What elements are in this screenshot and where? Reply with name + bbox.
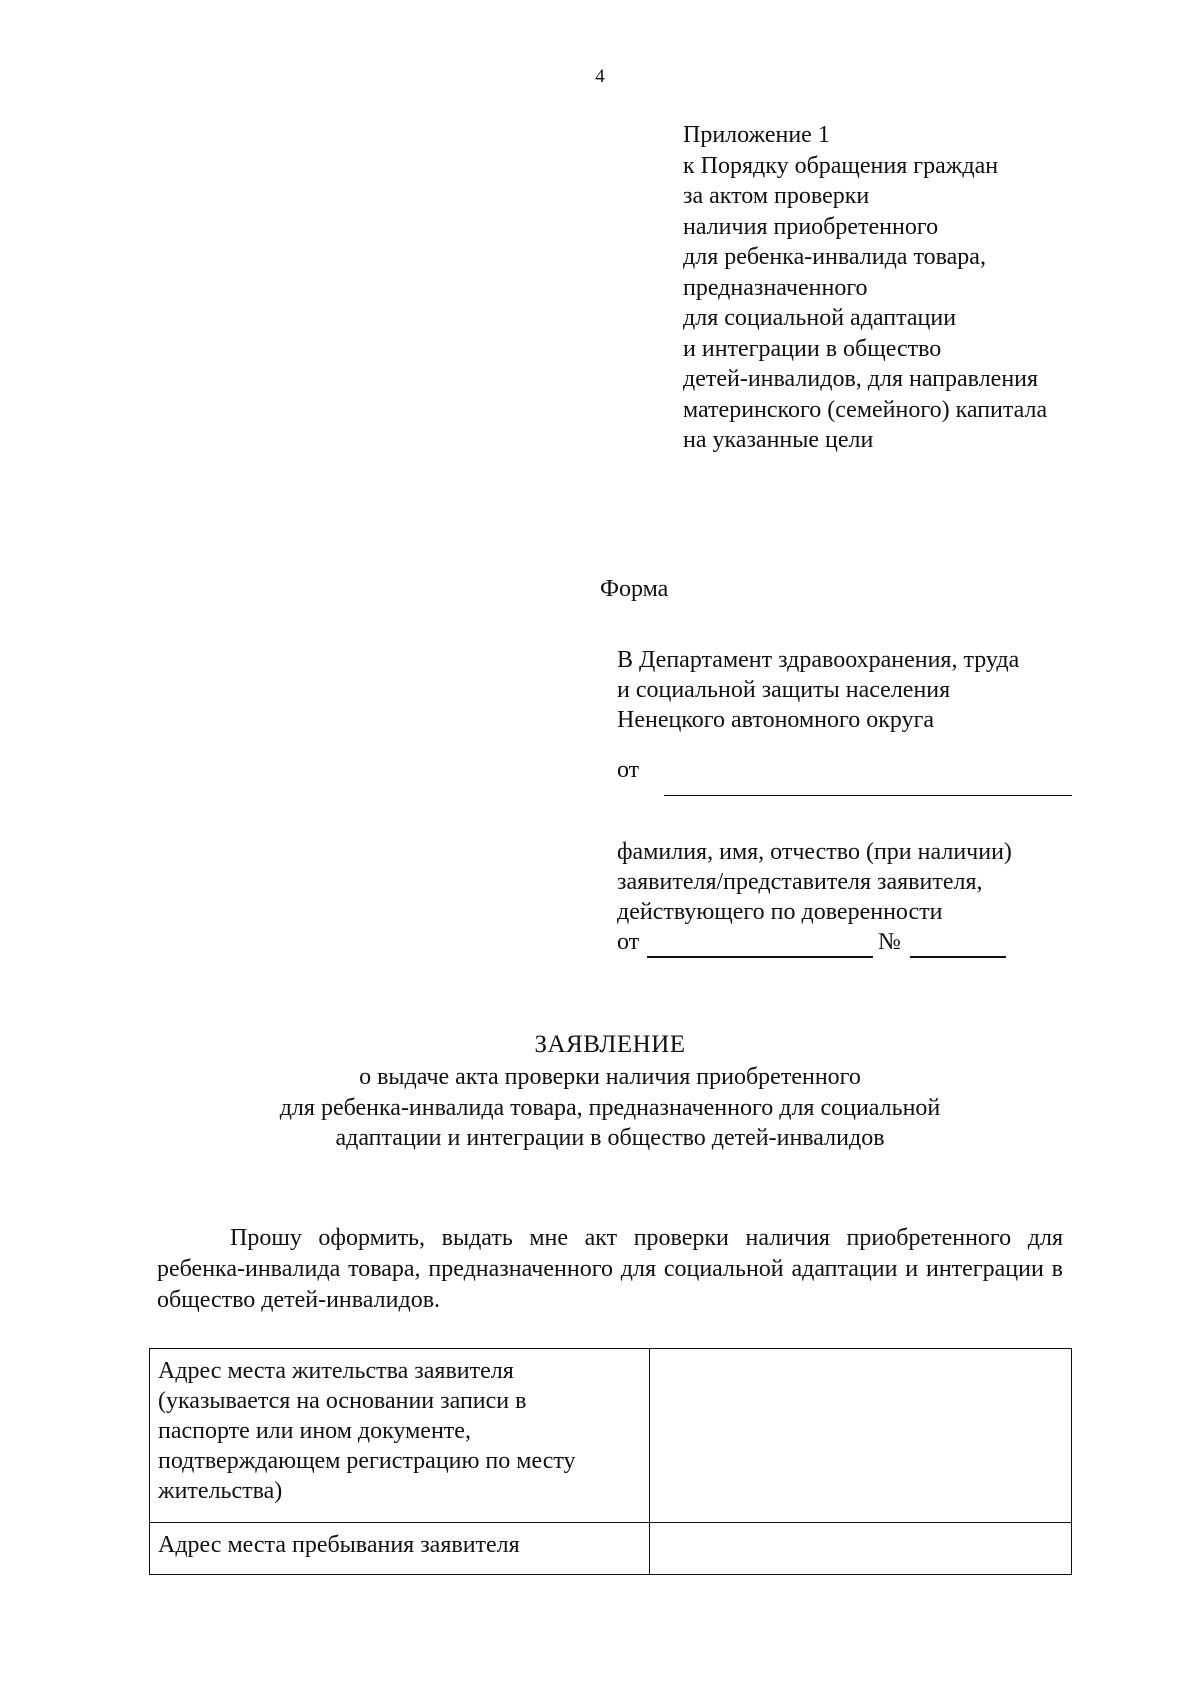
power-of-attorney-date-field[interactable] (647, 956, 873, 958)
addressee-line: и социальной защиты населения (617, 677, 951, 703)
appendix-line: для социальной адаптации (683, 305, 957, 331)
applicant-name-field[interactable] (664, 795, 1072, 796)
form-label: Форма (600, 576, 669, 602)
applicant-info-line: действующего по доверенности (617, 899, 943, 925)
residence-address-value-cell[interactable] (650, 1349, 1072, 1523)
appendix-line: Приложение 1 (683, 122, 830, 148)
table-row (150, 1349, 1072, 1523)
applicant-info-line: заявителя/представителя заявителя, (617, 869, 983, 895)
appendix-line: к Порядку обращения граждан (683, 152, 999, 179)
applicant-info-block (617, 837, 1012, 927)
residence-address-label-line: паспорте или ином документе, (158, 1418, 471, 1444)
statement-title: ЗАЯВЛЕНИЕ (534, 1031, 686, 1058)
statement-subtitle (0, 1062, 1200, 1154)
stay-address-label-line: Адрес места пребывания заявителя (158, 1532, 520, 1558)
appendix-line: для ребенка-инвалида товара, (683, 244, 986, 270)
residence-address-label-line: Адрес места жительства заявителя (158, 1358, 514, 1384)
appendix-heading (683, 120, 1047, 456)
appendix-line: предназначенного (683, 274, 868, 301)
page-number: 4 (595, 66, 605, 87)
power-of-attorney-number-field[interactable] (910, 956, 1006, 958)
addressee-block (617, 645, 1019, 735)
from-label: от (617, 757, 640, 783)
addressee-line: В Департамент здравоохранения, труда (617, 647, 1020, 673)
residence-address-label-line: подтверждающем регистрацию по месту (158, 1448, 576, 1474)
statement-subtitle-line: для ребенка-инвалида товара, предназначенного для социальной (279, 1094, 941, 1121)
statement-subtitle-line: о выдаче акта проверки наличия приобретенного (359, 1064, 861, 1090)
statement-subtitle-line: адаптации и интеграции в общество детей-инвалидов (335, 1125, 885, 1151)
appendix-line: материнского (семейного) капитала (683, 396, 1048, 423)
appendix-line: за актом проверки (683, 183, 870, 209)
residence-address-label-line: жительства) (158, 1478, 283, 1504)
appendix-line: наличия приобретенного (683, 213, 939, 240)
residence-address-label-cell (150, 1349, 650, 1523)
applicant-info-line: фамилия, имя, отчество (при наличии) (617, 839, 1012, 865)
appendix-line: детей-инвалидов, для направления (683, 366, 1039, 392)
address-table (149, 1348, 1072, 1575)
power-of-attorney-from-label: от (617, 929, 640, 955)
residence-address-label-line: (указывается на основании записи в (158, 1388, 527, 1414)
table-row (150, 1523, 1072, 1575)
request-paragraph (157, 1223, 1063, 1316)
power-of-attorney-number-label: № (878, 929, 901, 955)
stay-address-value-cell[interactable] (650, 1523, 1072, 1575)
stay-address-label-cell (150, 1523, 650, 1575)
request-text: Прошу оформить, выдать мне акт проверки наличия приобретенного для ребенка-инвалида товара, предназначенного для социальной адаптации и интеграции в общество детей-инвалидов. (157, 1225, 1063, 1313)
appendix-line: на указанные цели (683, 427, 874, 453)
addressee-line: Ненецкого автономного округа (617, 707, 935, 733)
appendix-line: и интеграции в общество (683, 335, 942, 362)
